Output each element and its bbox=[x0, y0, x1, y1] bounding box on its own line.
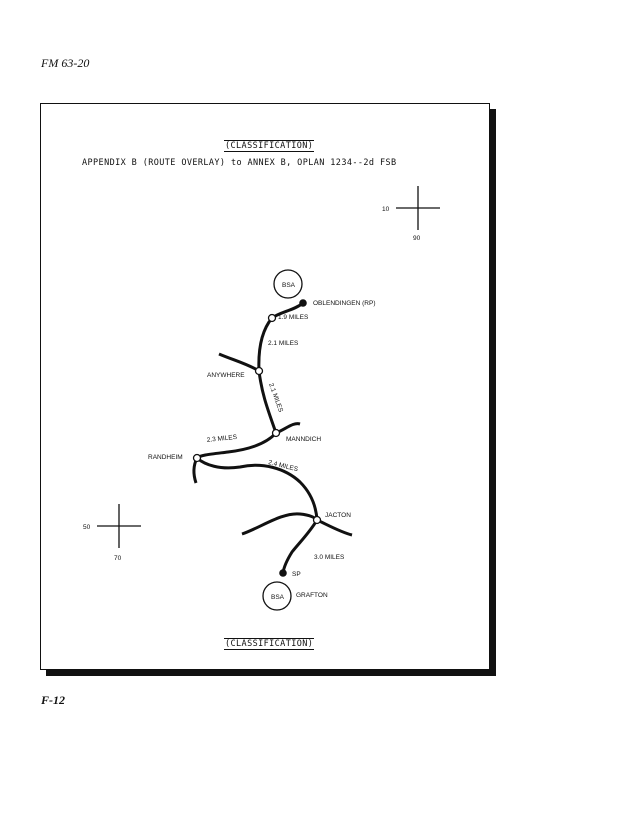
grid-northing-label: 90 bbox=[413, 235, 421, 242]
place-label: SP bbox=[292, 571, 301, 578]
distance-label: 2.3 MILES bbox=[206, 433, 238, 444]
checkpoint-marker bbox=[194, 455, 201, 462]
grid-ref-crosshair-bottom bbox=[97, 504, 141, 548]
area-label: BSA bbox=[271, 594, 285, 601]
page-number: F-12 bbox=[41, 693, 65, 707]
grid-ref-crosshair-top bbox=[396, 186, 440, 230]
place-label: RANDHEIM bbox=[148, 454, 183, 461]
distance-label: 3.0 MILES bbox=[314, 554, 345, 561]
checkpoint-marker bbox=[314, 517, 321, 524]
place-label: MANNDICH bbox=[286, 436, 322, 443]
classification-top: (CLASSIFICATION) bbox=[225, 141, 314, 151]
overlay-title: APPENDIX B (ROUTE OVERLAY) to ANNEX B, OPLAN 1234--2d FSB bbox=[82, 158, 397, 168]
release-point-marker bbox=[299, 299, 307, 307]
checkpoint-marker bbox=[273, 430, 280, 437]
road-anywhere-west bbox=[219, 354, 259, 371]
grid-easting-label: 10 bbox=[382, 206, 390, 213]
place-label: ANYWHERE bbox=[207, 372, 245, 379]
header-code: FM 63-20 bbox=[41, 56, 90, 70]
distance-label: 2.1 MILES bbox=[267, 382, 285, 414]
checkpoint-marker bbox=[256, 368, 263, 375]
place-label: JACTON bbox=[325, 512, 351, 519]
checkpoint-marker bbox=[269, 315, 276, 322]
grid-easting-label: 50 bbox=[83, 524, 91, 531]
distance-label: 2.1 MILES bbox=[268, 340, 299, 347]
distance-label: 1.9 MILES bbox=[278, 314, 309, 321]
place-label: OBLENDINGEN (RP) bbox=[313, 300, 376, 307]
start-point-marker bbox=[279, 569, 287, 577]
area-label: BSA bbox=[282, 282, 296, 289]
distance-label: 2.4 MILES bbox=[267, 459, 299, 474]
grid-northing-label: 70 bbox=[114, 555, 122, 562]
classification-bottom: (CLASSIFICATION) bbox=[225, 639, 314, 649]
place-label: GRAFTON bbox=[296, 592, 328, 599]
